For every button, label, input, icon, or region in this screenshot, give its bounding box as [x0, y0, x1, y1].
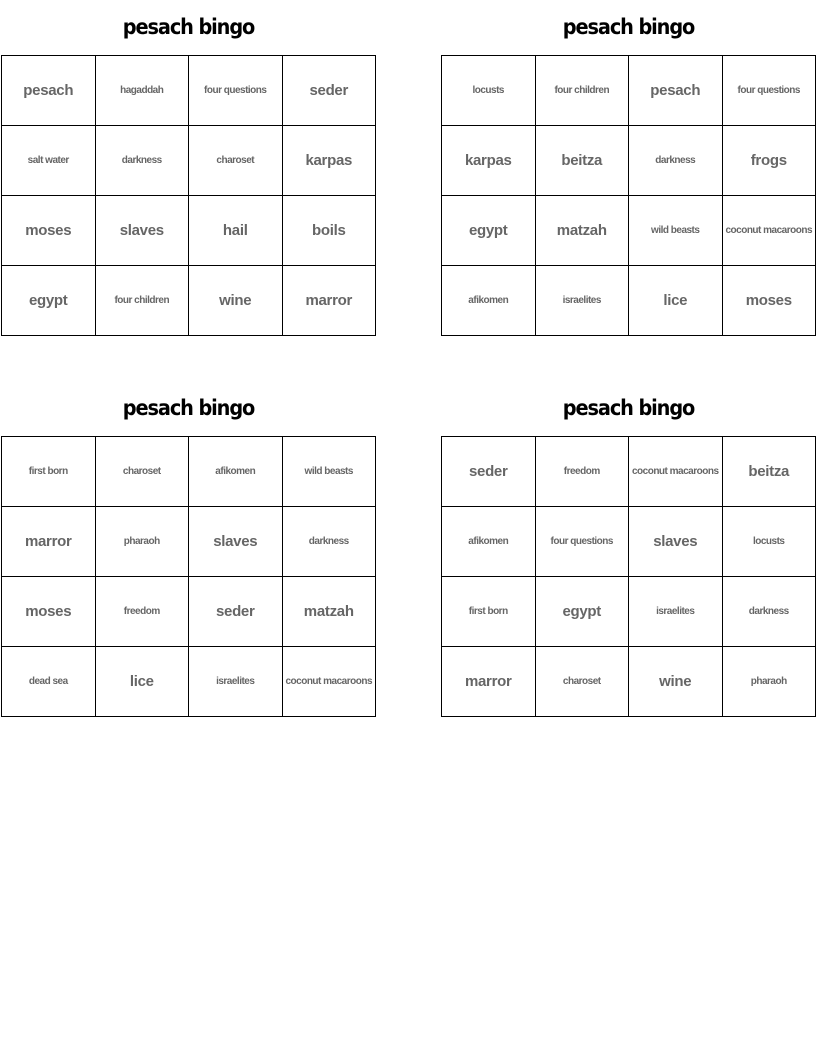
card-title: pesach bingo — [122, 15, 255, 39]
bingo-cell: wild beasts — [629, 196, 723, 266]
bingo-cell: marror — [2, 507, 96, 577]
bingo-cell: charoset — [536, 647, 630, 717]
bingo-cell: seder — [442, 437, 536, 507]
bingo-cell: four questions — [723, 56, 816, 126]
bingo-cell: boils — [283, 196, 377, 266]
bingo-cell: hail — [189, 196, 283, 266]
bingo-cell: egypt — [536, 577, 630, 647]
card-title: pesach bingo — [562, 396, 695, 420]
bingo-cell: afikomen — [442, 266, 536, 336]
bingo-card-1 — [1, 0, 376, 336]
bingo-cell: darkness — [283, 507, 377, 577]
bingo-grid — [441, 436, 816, 717]
bingo-cell: darkness — [629, 126, 723, 196]
bingo-cell: lice — [629, 266, 723, 336]
bingo-cell: afikomen — [189, 437, 283, 507]
bingo-cell: dead sea — [2, 647, 96, 717]
bingo-cell: four children — [96, 266, 190, 336]
bingo-cell: four questions — [536, 507, 630, 577]
bingo-card-3 — [1, 381, 376, 717]
bingo-cell: coconut macaroons — [723, 196, 816, 266]
bingo-cell: beitza — [723, 437, 816, 507]
bingo-cell: coconut macaroons — [629, 437, 723, 507]
bingo-cell: beitza — [536, 126, 630, 196]
bingo-cell: darkness — [96, 126, 190, 196]
bingo-cell: salt water — [2, 126, 96, 196]
bingo-cell: wine — [189, 266, 283, 336]
bingo-grid — [1, 55, 376, 336]
bingo-cell: lice — [96, 647, 190, 717]
bingo-cell: slaves — [189, 507, 283, 577]
bingo-cell: marror — [283, 266, 377, 336]
bingo-cell: moses — [2, 196, 96, 266]
card-title: pesach bingo — [562, 15, 695, 39]
bingo-cell: karpas — [442, 126, 536, 196]
bingo-cell: marror — [442, 647, 536, 717]
bingo-cell: matzah — [536, 196, 630, 266]
bingo-cell: freedom — [96, 577, 190, 647]
bingo-cell: first born — [2, 437, 96, 507]
bingo-cell: egypt — [442, 196, 536, 266]
bingo-cell: pesach — [629, 56, 723, 126]
bingo-cell: moses — [723, 266, 816, 336]
bingo-cell: locusts — [723, 507, 816, 577]
bingo-cell: matzah — [283, 577, 377, 647]
bingo-cell: karpas — [283, 126, 377, 196]
bingo-cell: slaves — [96, 196, 190, 266]
bingo-cell: slaves — [629, 507, 723, 577]
card-title: pesach bingo — [122, 396, 255, 420]
bingo-grid — [1, 436, 376, 717]
bingo-cell: seder — [189, 577, 283, 647]
bingo-cell: seder — [283, 56, 377, 126]
bingo-card-4 — [441, 381, 816, 717]
bingo-cell: charoset — [96, 437, 190, 507]
bingo-cell: pharaoh — [723, 647, 816, 717]
bingo-cell: israelites — [189, 647, 283, 717]
bingo-cell: pharaoh — [96, 507, 190, 577]
bingo-cell: afikomen — [442, 507, 536, 577]
bingo-cell: wine — [629, 647, 723, 717]
bingo-cell: coconut macaroons — [283, 647, 377, 717]
bingo-grid — [441, 55, 816, 336]
bingo-cell: hagaddah — [96, 56, 190, 126]
bingo-cell: freedom — [536, 437, 630, 507]
bingo-cell: four children — [536, 56, 630, 126]
bingo-cell: wild beasts — [283, 437, 377, 507]
bingo-cell: moses — [2, 577, 96, 647]
bingo-cell: egypt — [2, 266, 96, 336]
bingo-cell: four questions — [189, 56, 283, 126]
bingo-cell: israelites — [629, 577, 723, 647]
bingo-card-2 — [441, 0, 816, 336]
bingo-cell: first born — [442, 577, 536, 647]
bingo-cell: charoset — [189, 126, 283, 196]
bingo-cell: pesach — [2, 56, 96, 126]
bingo-cell: frogs — [723, 126, 816, 196]
bingo-cell: locusts — [442, 56, 536, 126]
bingo-cell: israelites — [536, 266, 630, 336]
bingo-cell: darkness — [723, 577, 816, 647]
